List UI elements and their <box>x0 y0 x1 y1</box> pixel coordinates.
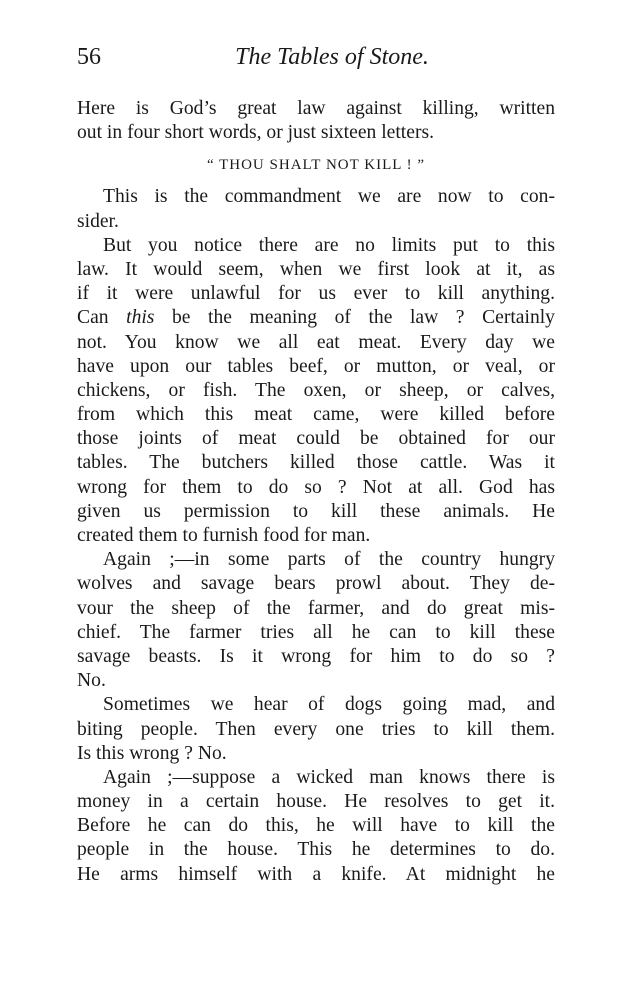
text-line: tables. The butchers killed those cattle. Was it <box>77 452 555 474</box>
text-line: chief. The farmer tries all he can to kill these <box>77 621 555 643</box>
text-line: Again ;—in some parts of the country hungry <box>103 549 555 571</box>
text-line: Before he can do this, he will have to kill the <box>77 815 555 837</box>
text-fragment: be the meaning of the law ? Certainly <box>172 307 555 329</box>
body-text <box>77 97 555 887</box>
paragraph <box>77 548 555 693</box>
text-line: But you notice there are no limits put to this <box>103 234 555 256</box>
emphasis: this <box>126 307 155 329</box>
text-line: money in a certain house. He resolves to get it. <box>77 791 555 813</box>
text-line: created them to furnish food for man. <box>77 525 371 546</box>
paragraph <box>77 693 555 766</box>
text-line: No. <box>77 670 106 692</box>
page-header <box>77 44 547 78</box>
paragraph <box>77 185 555 233</box>
text-line: law. It would seem, when we first look at it, as <box>77 258 555 280</box>
page-number: 56 <box>77 44 101 70</box>
text-line: if it were unlawful for us ever to kill anything. <box>77 283 555 305</box>
text-fragment: Can <box>77 307 109 329</box>
text-line: Here is God’s great law against killing, written <box>77 98 555 119</box>
paragraph <box>77 97 555 145</box>
text-line: given us permission to kill these animals. He <box>77 500 555 522</box>
text-line: Again ;—suppose a wicked man knows there is <box>103 766 555 788</box>
text-line: out in four short words, or just sixteen letters. <box>77 122 434 144</box>
text-line-with-emphasis <box>77 306 555 330</box>
text-line: those joints of meat could be obtained for our <box>77 428 555 450</box>
text-line: have upon our tables beef, or mutton, or veal, or <box>77 355 555 377</box>
text-line: not. You know we all eat meat. Every day we <box>77 331 555 353</box>
text-line: people in the house. This he determines to do. <box>77 839 555 861</box>
paragraph <box>77 234 555 548</box>
text-line: Sometimes we hear of dogs going mad, and <box>103 694 555 716</box>
text-line: Is this wrong ? No. <box>77 742 227 764</box>
paragraph <box>77 766 555 887</box>
text-line: sider. <box>77 210 119 232</box>
running-title: The Tables of Stone. <box>235 44 429 70</box>
text-line: biting people. Then every one tries to kill them. <box>77 718 555 740</box>
text-line: from which this meat came, were killed before <box>77 404 555 426</box>
text-line: He arms himself with a knife. At midnight he <box>77 863 555 885</box>
text-line: vour the sheep of the farmer, and do great mis- <box>77 597 555 619</box>
text-line: wrong for them to do so ? Not at all. God has <box>77 476 555 498</box>
commandment-text: “ THOU SHALT NOT KILL ! ” <box>206 157 426 174</box>
commandment-heading <box>77 145 555 185</box>
text-line: chickens, or fish. The oxen, or sheep, or calves, <box>77 379 555 401</box>
text-line: wolves and savage bears prowl about. They de- <box>77 573 555 595</box>
text-line: savage beasts. Is it wrong for him to do so ? <box>77 645 555 667</box>
text-line: This is the commandment we are now to con- <box>103 186 555 208</box>
